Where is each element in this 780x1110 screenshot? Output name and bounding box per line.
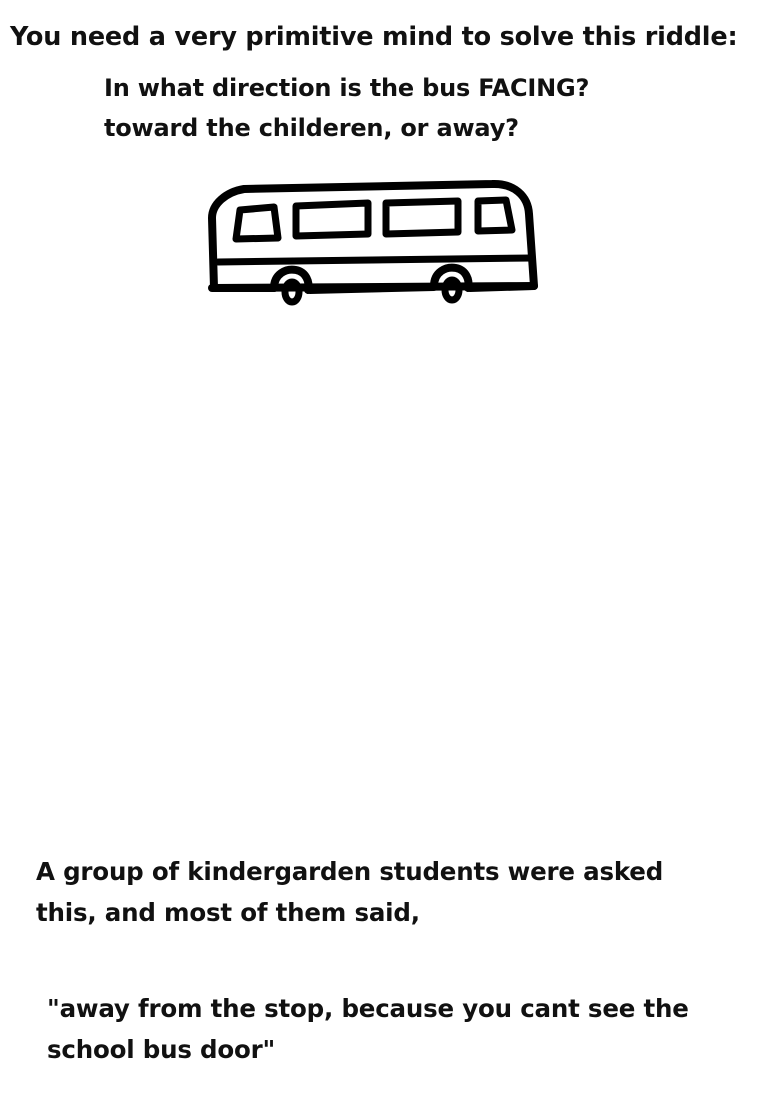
question-line-2: toward the childeren, or away? [104, 114, 519, 142]
quote-line-1: "away from the stop, because you cant see the [47, 994, 689, 1023]
headline-text: You need a very primitive mind to solve this riddle: [10, 22, 738, 52]
bus-drawing [196, 170, 556, 310]
quote-line-2: school bus door" [47, 1035, 276, 1064]
body-line-2: this, and most of them said, [36, 898, 420, 927]
question-line-1: In what direction is the bus FACING? [104, 74, 590, 102]
body-line-1: A group of kindergarden students were asked [36, 857, 664, 886]
